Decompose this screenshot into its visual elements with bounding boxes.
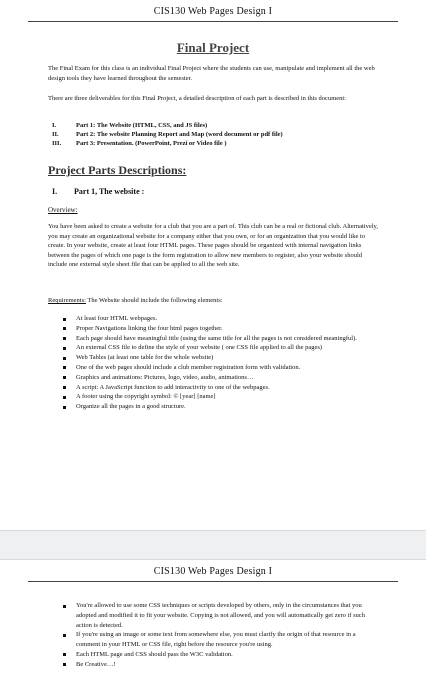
page-header: CIS130 Web Pages Design I bbox=[153, 6, 273, 17]
requirement-item: Proper Navigations linking the four html pages together. bbox=[62, 324, 372, 334]
guideline-item: Each HTML page and CSS should pass the W3C validation. bbox=[62, 650, 378, 660]
document-title: Final Project bbox=[176, 40, 250, 55]
section-title: Project Parts Descriptions: bbox=[48, 163, 187, 177]
page2-list bbox=[62, 601, 378, 670]
header-rule bbox=[28, 21, 398, 22]
intro-paragraph: The Final Exam for this class is an individual Final Project where the students can use, manipulate and implement all the web design tools they have learned throughout the semester. bbox=[48, 65, 375, 82]
requirements-line: Requirements: The Website should include the following elements: bbox=[48, 297, 223, 304]
header-rule bbox=[28, 581, 398, 582]
page-header: CIS130 Web Pages Design I bbox=[153, 566, 273, 577]
requirement-item: One of the web pages should include a club member registration form with validation. bbox=[62, 363, 372, 373]
part-heading: I. Part 1, The website : bbox=[52, 187, 145, 196]
requirement-item: A script: A JavaScript function to add interactivity to one of the webpages. bbox=[62, 383, 372, 393]
requirement-item: At least four HTML webpages. bbox=[62, 314, 372, 324]
overview-paragraph: You have been asked to create a website for a club that you are a part of. This club can be a real or fictional club. Alternatively, you may create an organizational website for a company either that you own, or for an organization that you would like to create. In your website, create at least four HTML pages. These pages should be organized with internal navigation links between the pages of which one page is the form registration to allow new members to register, also your website should include one external style sheet file that can be applied to all the web site. bbox=[48, 223, 378, 268]
requirement-item: A footer using the copyright symbol: © [year] [name] bbox=[62, 392, 372, 402]
document-page-2 bbox=[0, 560, 426, 700]
guideline-item: Be Creative…! bbox=[62, 660, 378, 670]
deliverable-item: I. Part 1: The Website (HTML, CSS, and JS files) bbox=[52, 122, 208, 129]
requirement-item: Graphics and animations: Pictures, logo, video, audio, animations… bbox=[62, 373, 372, 383]
guideline-item: You're allowed to use some CSS techniques or scripts developed by others, only in the circumstances that you adopted and modified it to fit your website. Copying is not allowed, and you will automatically get zero if such action is detected. bbox=[62, 601, 378, 630]
deliverables-list bbox=[48, 121, 388, 148]
deliverable-item: III. Part 3: Presentation. (PowerPoint, Prezi or Video file ) bbox=[52, 140, 227, 147]
deliverables-intro: There are three deliverables for this Final Project, a detailed description of each part is described in this document: bbox=[48, 95, 346, 102]
requirement-item: An external CSS file to define the style of your website ( one CSS file applied to all the pages) bbox=[62, 343, 372, 353]
overview-label: Overview: bbox=[48, 206, 78, 214]
requirement-item: Web Tables (at least one table for the whole website) bbox=[62, 353, 372, 363]
guideline-item: If you're using an image or some text from somewhere else, you must clarify the origin of that resource in a comment in your HTML or CSS file, right before the resource you're using. bbox=[62, 630, 378, 650]
requirement-item: Each page should have meaningful title (using the same title for all the pages is not considered meaningful). bbox=[62, 334, 372, 344]
deliverable-item: II. Part 2: The website Planning Report and Map (word document or pdf file) bbox=[52, 131, 283, 138]
page-gap bbox=[0, 530, 426, 560]
requirements-list bbox=[62, 314, 372, 412]
requirement-item: Organize all the pages in a good structure. bbox=[62, 402, 372, 412]
